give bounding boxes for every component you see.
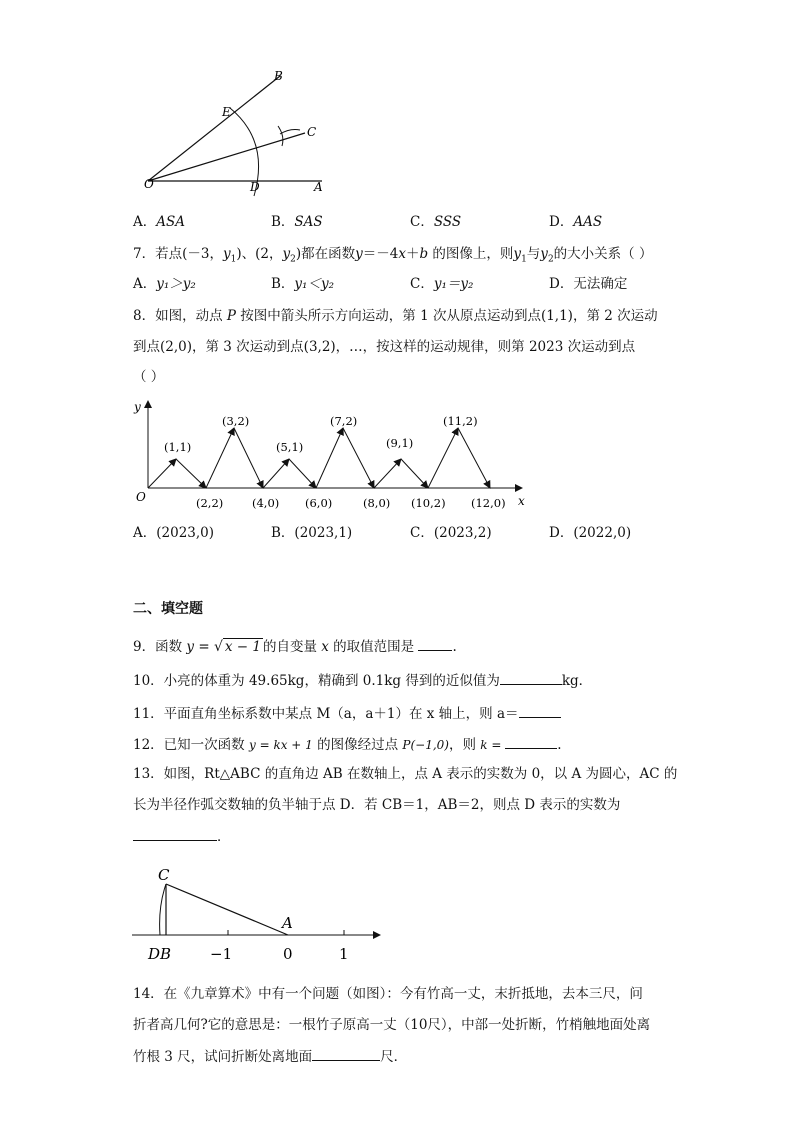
segment-7 [316, 428, 343, 488]
question-14-line-1: 14．在《九章算术》中有一个问题（如图）：今有竹高一丈，末折抵地，去本三尺，问 [133, 986, 643, 1002]
q6-option-d[interactable] [549, 213, 602, 231]
var-y1-b: y [513, 246, 522, 262]
q6-option-a[interactable] [133, 213, 185, 231]
axis-x-label: x [518, 494, 525, 508]
zigzag-path-figure [128, 395, 538, 520]
option-text: 无法确定 [573, 276, 628, 292]
equals: = [194, 639, 214, 655]
q10-text: 10．小亮的体重为 49.65kg，精确到 0.1kg 得到的近似值为 [133, 673, 500, 689]
option-text: ASA [156, 214, 185, 230]
option-letter: A． [133, 276, 157, 292]
q7-text-8: 的大小关系（ ） [553, 246, 653, 262]
q14-end: 尺． [380, 1049, 408, 1065]
var-y2: y [282, 246, 291, 262]
sqrt-sign: √ [213, 639, 223, 655]
segment-9 [374, 459, 401, 488]
question-9 [133, 636, 457, 656]
point-label-bottom-6: (12,0) [471, 496, 506, 510]
var-k: k [480, 738, 488, 752]
arc-c-mark-2 [280, 130, 300, 135]
segment-2 [176, 459, 206, 488]
ray-ob [148, 76, 280, 181]
q7-text-2: )、(2， [236, 246, 283, 262]
fn-y: y [186, 639, 195, 655]
segment-3 [206, 428, 234, 488]
question-13-line-2: 长为半径作弧交数轴的负半轴于点 D．若 CB＝1，AB＝2，则点 D 表示的实数为 [133, 797, 621, 813]
option-text: y₁＝y₂ [433, 276, 474, 292]
question-number: 7． [133, 246, 156, 262]
var-y2-b: y [540, 246, 548, 262]
sub-1-b: 1 [521, 254, 527, 265]
fn-y: y [355, 246, 363, 262]
option-text: SSS [433, 214, 462, 230]
option-letter: A． [133, 525, 157, 541]
option-letter: A． [133, 214, 157, 230]
segment-1 [148, 459, 176, 488]
q7-text-1: 若点(－3， [155, 246, 223, 262]
label-a: A [282, 914, 293, 932]
question-14-line-2: 折者高几何?它的意思是：一根竹子原高一丈（10尺），中部一处折断，竹梢触地面处离 [133, 1017, 651, 1033]
radicand: x − 1 [224, 639, 261, 655]
label-e: E [222, 105, 231, 119]
option-letter: C． [410, 525, 434, 541]
q7-option-c[interactable] [410, 275, 473, 293]
point-label-top-2: (3,2) [222, 414, 250, 428]
q12-end: . [557, 737, 562, 753]
point-label-bottom-4: (8,0) [363, 496, 391, 510]
option-letter: D． [549, 214, 574, 230]
origin-label: O [136, 490, 146, 504]
q11-text: 11．平面直角坐标系数中某点 M（a，a＋1）在 x 轴上，则 a＝ [133, 706, 519, 722]
sub-2: 2 [290, 254, 296, 265]
label-b: B [274, 69, 283, 83]
q10-end: kg． [561, 673, 593, 689]
option-text: SAS [294, 214, 323, 230]
q7-text-4: ＝－4 [362, 246, 399, 262]
answer-blank[interactable] [418, 636, 452, 651]
sub-1: 1 [230, 254, 237, 265]
sub-2-b: 2 [547, 254, 554, 265]
tick-label-1: 1 [339, 945, 349, 963]
label-a: A [314, 180, 323, 194]
fn-x: x [398, 246, 406, 262]
q8-option-c[interactable] [410, 524, 492, 542]
option-text: (2022,0) [573, 525, 632, 541]
option-text: AAS [573, 214, 603, 230]
var-x: x [321, 639, 329, 655]
q6-option-c[interactable] [410, 213, 461, 231]
label-db: DB [148, 945, 172, 963]
q9-text-c: 的取值范围是 [328, 639, 419, 655]
point-label-bottom-5: (10,2) [411, 496, 446, 510]
q13-end: ． [217, 829, 231, 845]
point-label-top-6: (11,2) [443, 414, 478, 428]
label-o: O [144, 177, 154, 191]
q12-text-c: ，则 [448, 737, 481, 753]
point-p: P [226, 308, 236, 324]
option-text: y₁＜y₂ [294, 276, 334, 292]
question-8-line-3: （ ） [133, 369, 165, 385]
q12-eq: = [487, 738, 506, 752]
var-y1: y [222, 246, 231, 262]
ray-oc [148, 133, 305, 181]
q8-option-a[interactable] [133, 524, 214, 542]
q7-option-b[interactable] [271, 275, 334, 293]
segment-8 [343, 428, 374, 488]
question-8-line-1 [133, 307, 658, 325]
q12-text-b: 的图像经过点 [312, 737, 403, 753]
arc-c-mark-1 [278, 126, 283, 146]
segment-11 [428, 428, 458, 488]
q9-text-a: 9．函数 [133, 639, 187, 655]
option-letter: B． [271, 276, 295, 292]
q7-text-3: )都在函数 [295, 246, 356, 262]
answer-blank[interactable] [519, 703, 561, 718]
point-label-top-3: (5,1) [276, 440, 304, 454]
angle-bisector-figure [130, 66, 340, 198]
option-text: (2023,2) [433, 525, 492, 541]
q8-text-1b: 按图中箭头所示方向运动，第 1 次从原点运动到点(1,1)，第 2 次运动 [235, 308, 658, 324]
option-text: y₁＞y₂ [156, 276, 196, 292]
option-letter: D． [549, 276, 574, 292]
point-label-top-5: (9,1) [386, 436, 414, 450]
point-label-bottom-1: (2,2) [196, 496, 224, 510]
number-line-triangle-figure [128, 862, 388, 968]
fn-b: b [419, 246, 429, 262]
question-12 [133, 734, 562, 754]
function-expr: y = kx + 1 [248, 738, 313, 752]
option-letter: C． [410, 214, 434, 230]
answer-blank[interactable] [312, 1046, 380, 1061]
question-7 [133, 245, 652, 269]
q8-text-1a: 8．如图，动点 [133, 308, 227, 324]
answer-blank[interactable] [133, 826, 217, 841]
point-label-top-1: (1,1) [164, 440, 192, 454]
q7-option-a[interactable] [133, 275, 196, 293]
question-13-line-3 [133, 826, 231, 846]
segment-ca [166, 884, 288, 935]
tick-label-minus-1: −1 [210, 945, 233, 963]
point-label-bottom-2: (4,0) [252, 496, 280, 510]
question-10 [133, 670, 592, 690]
segment-6 [289, 459, 316, 488]
axis-y-label: y [134, 400, 141, 414]
q9-end: . [452, 639, 457, 655]
option-text: (2023,1) [294, 525, 353, 541]
q9-text-b: 的自变量 [262, 639, 322, 655]
option-letter: D． [549, 525, 574, 541]
label-d: D [250, 180, 260, 194]
q7-text-6: 的图像上，则 [428, 246, 514, 262]
arc-cd [160, 884, 166, 935]
option-letter: B． [271, 525, 295, 541]
option-letter: B． [271, 214, 295, 230]
answer-blank[interactable] [500, 670, 562, 685]
segment-5 [263, 459, 289, 488]
option-text: (2023,0) [156, 525, 215, 541]
q6-option-b[interactable] [271, 213, 323, 231]
segment-12 [458, 428, 490, 488]
q14-text: 竹根 3 尺，试问折断处离地面 [133, 1049, 313, 1065]
option-letter: C． [410, 276, 434, 292]
answer-blank[interactable] [505, 734, 557, 749]
q7-text-5: ＋ [405, 246, 420, 262]
q8-option-d[interactable] [549, 524, 631, 542]
question-14-line-3 [133, 1046, 407, 1066]
q12-text-a: 12．已知一次函数 [133, 737, 249, 753]
question-11 [133, 703, 561, 723]
question-13-line-1: 13．如图，Rt△ABC 的直角边 AB 在数轴上，点 A 表示的实数为 0，以 A 为圆心，AC 的 [133, 766, 678, 782]
point-expr: P(−1,0) [402, 738, 449, 752]
segment-10 [401, 459, 428, 488]
q8-option-b[interactable] [271, 524, 352, 542]
section-heading: 二、填空题 [133, 601, 203, 617]
question-8-line-2: 到点(2,0)，第 3 次运动到点(3,2)，…，按这样的运动规律，则第 2023 次运动到点 [133, 339, 636, 355]
q7-text-7: 与 [526, 246, 541, 262]
q7-option-d[interactable] [549, 275, 627, 293]
label-c: C [158, 866, 170, 884]
segment-4 [234, 428, 263, 488]
point-label-top-4: (7,2) [330, 414, 358, 428]
label-c: C [307, 125, 317, 139]
tick-label-0: 0 [283, 945, 293, 963]
point-label-bottom-3: (6,0) [305, 496, 333, 510]
